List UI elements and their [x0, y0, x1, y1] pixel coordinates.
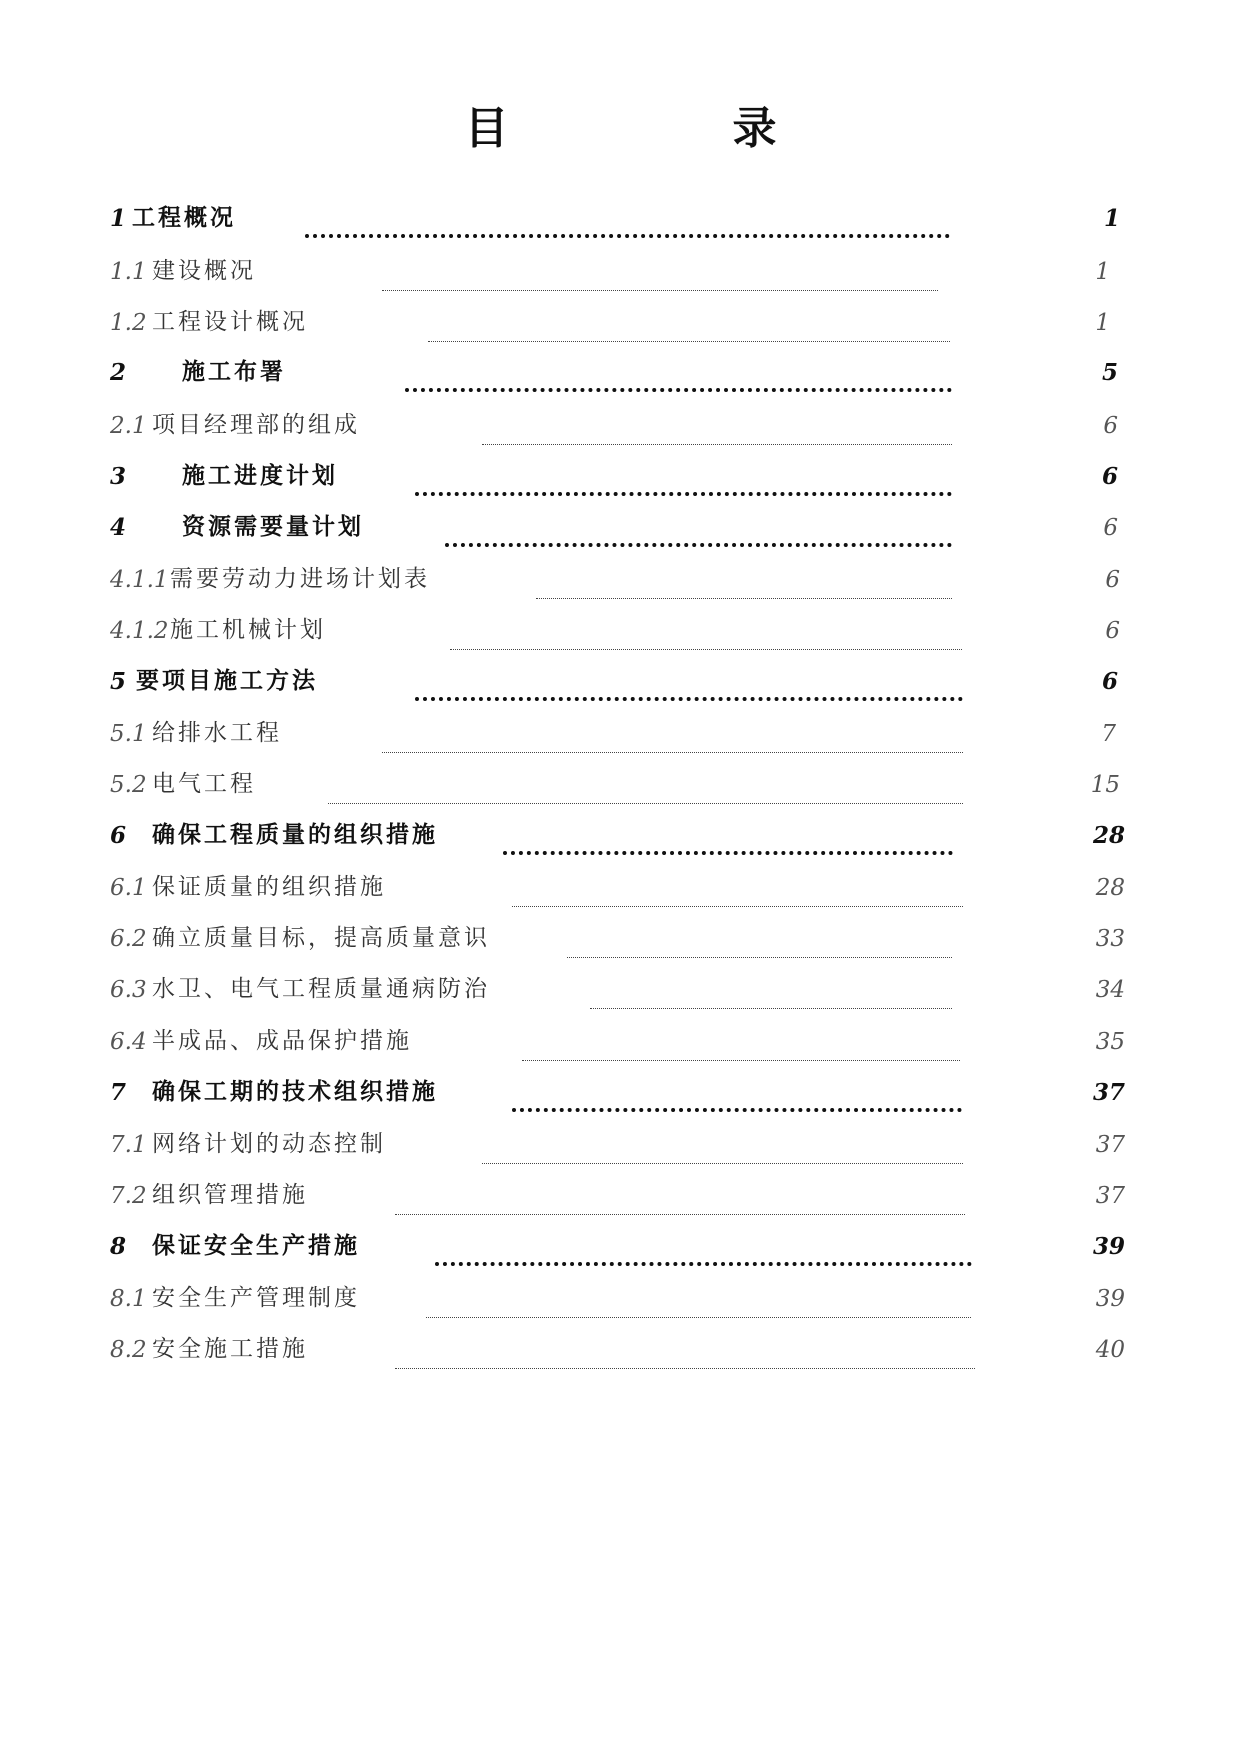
- toc-entry-label: 电气工程: [152, 771, 256, 797]
- toc-entry-page: 39: [1092, 1233, 1125, 1260]
- toc-entry-page: 28: [1092, 822, 1125, 849]
- toc-entry-label: 确保工期的技术组织措施: [152, 1079, 438, 1105]
- toc-leader-dots: [512, 906, 963, 907]
- toc-entry-number: 7.1: [110, 1132, 147, 1158]
- toc-entry[interactable]: [110, 867, 1130, 907]
- toc-leader-dots: [482, 1163, 963, 1164]
- toc-entry-number: 8.1: [110, 1286, 147, 1312]
- toc-entry-page: 1: [1095, 259, 1110, 285]
- toc-leader-dots: [305, 234, 950, 238]
- toc-entry-label: 保证安全生产措施: [152, 1233, 360, 1259]
- toc-entry[interactable]: [110, 456, 1130, 496]
- toc-entry-page: 5: [1101, 359, 1118, 386]
- toc-entry[interactable]: [110, 713, 1130, 753]
- toc-entry-page: 37: [1095, 1132, 1125, 1158]
- toc-entry-page: 6: [1103, 515, 1118, 541]
- toc-leader-dots: [536, 598, 952, 599]
- toc-leader-dots: [567, 957, 952, 958]
- toc-entry-number: 1.1: [110, 259, 147, 285]
- toc-entry[interactable]: [110, 918, 1130, 958]
- toc-entry-number: 4.1.1: [110, 567, 169, 593]
- toc-entry-number: 5.2: [110, 772, 147, 798]
- toc-leader-dots: [405, 388, 952, 392]
- toc-entry[interactable]: [110, 507, 1130, 547]
- toc-leader-dots: [482, 444, 952, 445]
- toc-entry-page: 7: [1101, 721, 1116, 747]
- toc-entry[interactable]: [110, 302, 1130, 342]
- toc-entry-label: 需要劳动力进场计划表: [170, 566, 430, 592]
- toc-entry[interactable]: [110, 969, 1130, 1009]
- toc-entry-page: 1: [1095, 310, 1110, 336]
- toc-leader-dots: [428, 341, 950, 342]
- toc-entry-page: 6: [1103, 413, 1118, 439]
- toc-entry-label: 施工布署: [182, 359, 286, 385]
- toc-entry-number: 6.1: [110, 875, 147, 901]
- toc-entry-number: 4.1.2: [110, 618, 169, 644]
- toc-entry[interactable]: [110, 1124, 1130, 1164]
- toc-entry-page: 39: [1095, 1286, 1125, 1312]
- toc-entry[interactable]: [110, 352, 1130, 392]
- toc-leader-dots: [395, 1368, 975, 1369]
- toc-entry[interactable]: [110, 251, 1130, 291]
- toc-entry-label: 组织管理措施: [152, 1182, 308, 1208]
- toc-entry-label: 项目经理部的组成: [152, 412, 360, 438]
- toc-entry-label: 要项目施工方法: [136, 668, 318, 694]
- toc-entry-number: 8.2: [110, 1337, 147, 1363]
- toc-entry-number: 3: [110, 463, 127, 490]
- toc-entry-page: 37: [1095, 1183, 1125, 1209]
- toc-leader-dots: [328, 803, 963, 804]
- toc-entry-label: 施工机械计划: [170, 617, 326, 643]
- toc-entry-label: 给排水工程: [152, 720, 282, 746]
- toc-entry-page: 34: [1095, 977, 1125, 1003]
- toc-entry-number: 7.2: [110, 1183, 147, 1209]
- toc-leader-dots: [445, 543, 952, 547]
- toc-leader-dots: [435, 1262, 972, 1266]
- toc-leader-dots: [382, 290, 938, 291]
- toc-entry-page: 6: [1101, 463, 1118, 490]
- toc-leader-dots: [426, 1317, 971, 1318]
- toc-entry-label: 资源需要量计划: [182, 514, 364, 540]
- toc-entry-number: 5.1: [110, 721, 147, 747]
- toc-entry-label: 工程概况: [132, 205, 236, 231]
- toc-entry-page: 28: [1095, 875, 1125, 901]
- toc-entry-number: 1.2: [110, 310, 147, 336]
- toc-entry-label: 水卫、电气工程质量通病防治: [152, 976, 490, 1002]
- toc-leader-dots: [415, 697, 963, 701]
- toc-leader-dots: [503, 851, 953, 855]
- toc-entry[interactable]: [110, 764, 1130, 804]
- toc-entry[interactable]: [110, 661, 1130, 701]
- toc-entry[interactable]: [110, 198, 1130, 238]
- toc-entry-number: 6.4: [110, 1029, 147, 1055]
- toc-entry-page: 35: [1095, 1029, 1125, 1055]
- toc-entry-number: 5: [110, 668, 127, 695]
- toc-leader-dots: [382, 752, 963, 753]
- toc-entry[interactable]: [110, 1072, 1130, 1112]
- toc-entry[interactable]: [110, 1175, 1130, 1215]
- toc-entry[interactable]: [110, 1021, 1130, 1061]
- toc-leader-dots: [512, 1108, 962, 1112]
- toc-entry-label: 安全生产管理制度: [152, 1285, 360, 1311]
- toc-entry-page: 37: [1092, 1079, 1125, 1106]
- toc-entry[interactable]: [110, 815, 1130, 855]
- toc-entry-number: 8: [110, 1233, 127, 1260]
- toc-leader-dots: [415, 492, 952, 496]
- toc-entry-label: 施工进度计划: [182, 463, 338, 489]
- toc-entry-number: 6.2: [110, 926, 147, 952]
- toc-entry[interactable]: [110, 559, 1130, 599]
- toc-entry-page: 15: [1090, 772, 1120, 798]
- toc-entry[interactable]: [110, 405, 1130, 445]
- toc-entry-page: 6: [1105, 567, 1120, 593]
- toc-entry-number: 6.3: [110, 977, 147, 1003]
- toc-entry-page: 40: [1095, 1337, 1125, 1363]
- toc-entry[interactable]: [110, 1226, 1130, 1266]
- toc-title: 目 录: [464, 103, 867, 154]
- toc-leader-dots: [395, 1214, 965, 1215]
- toc-entry-label: 保证质量的组织措施: [152, 874, 386, 900]
- toc-entry-label: 工程设计概况: [152, 309, 308, 335]
- toc-entry-label: 确立质量目标，提高质量意识: [152, 925, 490, 951]
- toc-entry-label: 安全施工措施: [152, 1336, 308, 1362]
- toc-entry-label: 半成品、成品保护措施: [152, 1028, 412, 1054]
- toc-leader-dots: [522, 1060, 960, 1061]
- toc-entry-label: 确保工程质量的组织措施: [152, 822, 438, 848]
- toc-leader-dots: [450, 649, 962, 650]
- toc-entry-number: 2.1: [110, 413, 147, 439]
- toc-entry-page: 33: [1095, 926, 1125, 952]
- toc-entry-number: 1: [110, 205, 127, 232]
- toc-entry-number: 2: [110, 359, 127, 386]
- toc-entry[interactable]: [110, 1278, 1130, 1318]
- toc-entry[interactable]: [110, 610, 1130, 650]
- toc-leader-dots: [590, 1008, 952, 1009]
- toc-entry-number: 7: [110, 1079, 127, 1106]
- toc-entry-page: 6: [1105, 618, 1120, 644]
- toc-entry-label: 建设概况: [152, 258, 256, 284]
- toc-entry-number: 4: [110, 514, 127, 541]
- toc-entry-page: 1: [1103, 205, 1120, 232]
- toc-entry-number: 6: [110, 822, 127, 849]
- toc-entry[interactable]: [110, 1329, 1130, 1369]
- toc-entry-page: 6: [1101, 668, 1118, 695]
- toc-entry-label: 网络计划的动态控制: [152, 1131, 386, 1157]
